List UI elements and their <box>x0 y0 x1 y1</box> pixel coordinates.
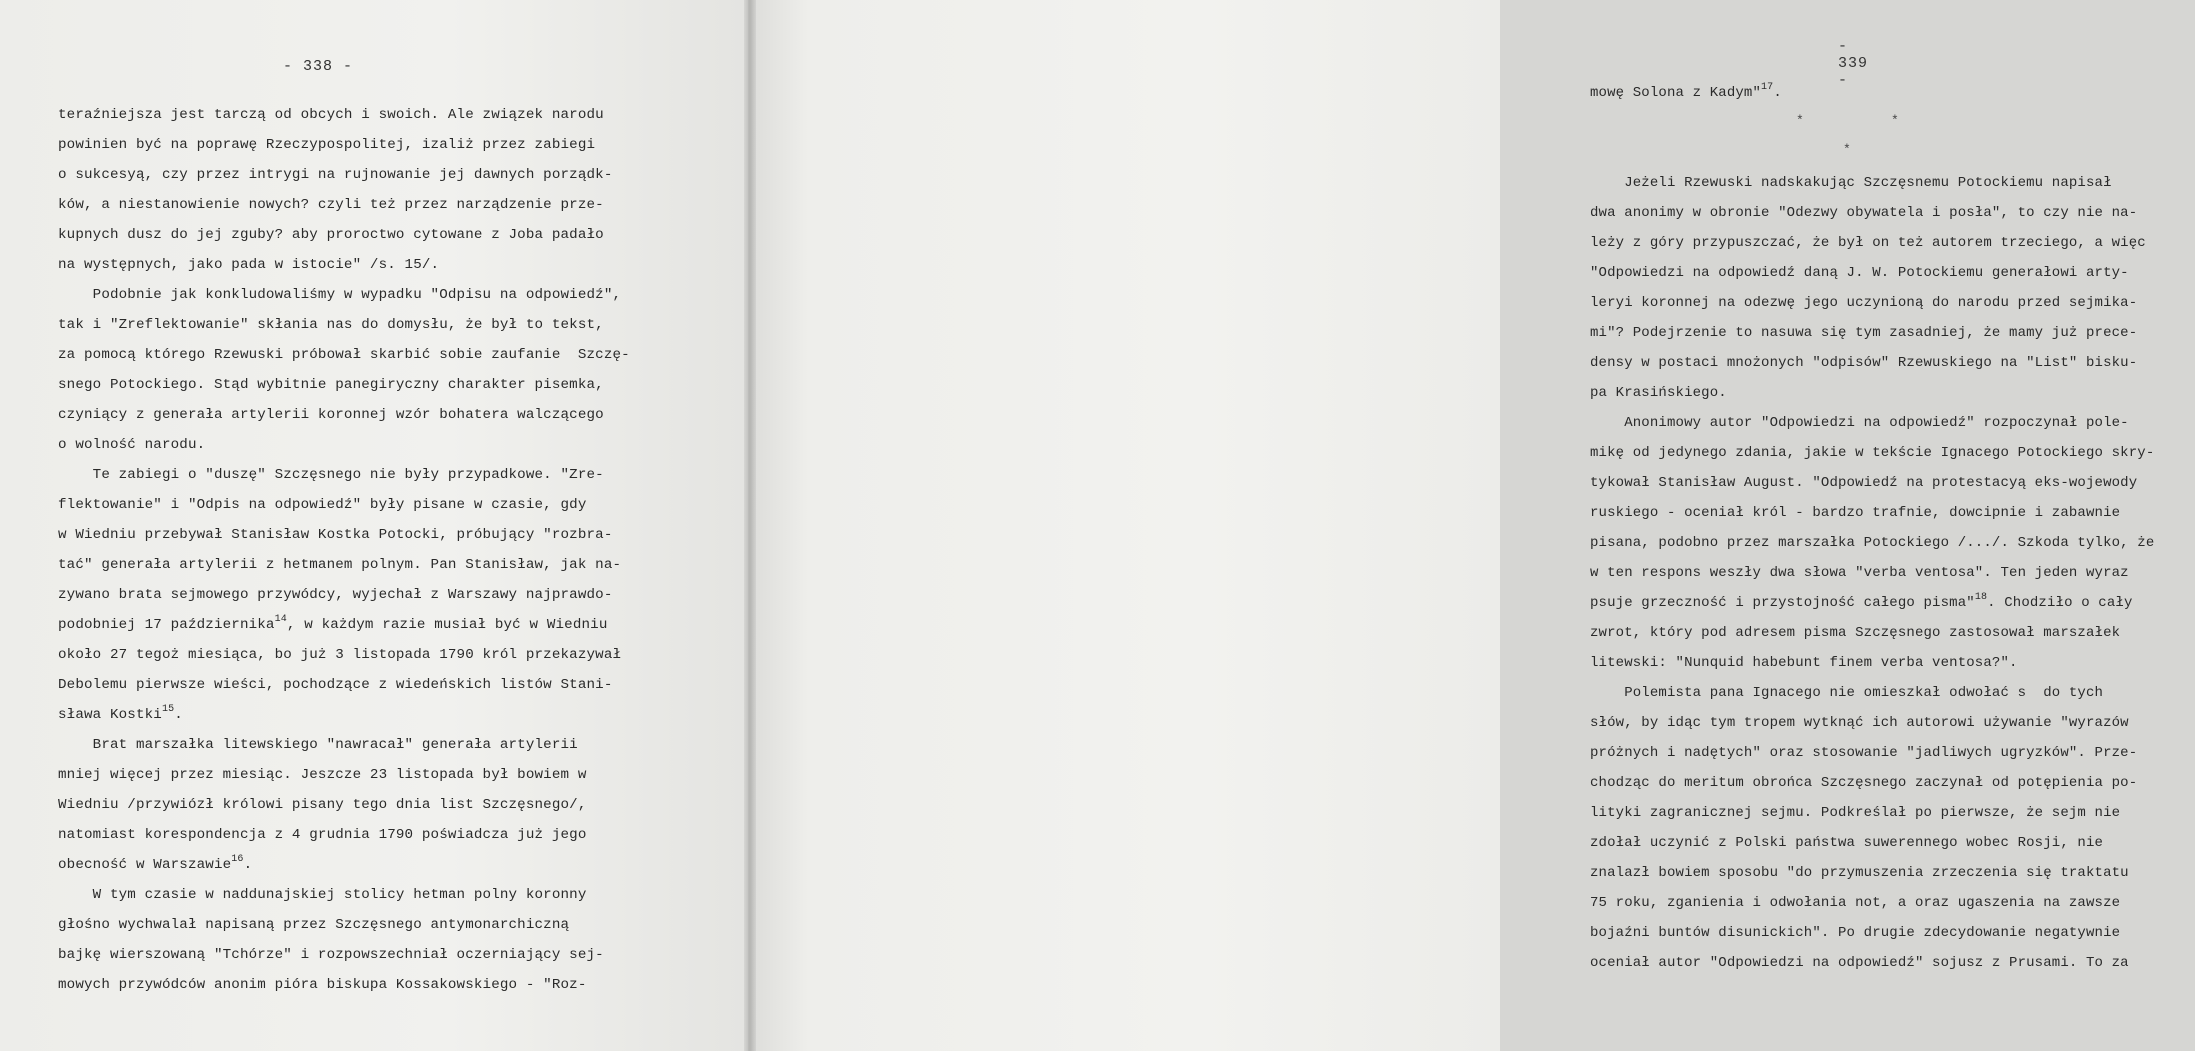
text-line: litewski: "Nunquid habebunt finem verba ventosa?". <box>1590 655 2018 671</box>
text-line: zdołał uczynić z Polski państwa suwerennego wobec Rosji, nie <box>1590 835 2104 851</box>
text-line: dwa anonimy w obronie "Odezwy obywatela i posła", to czy nie na- <box>1590 205 2138 221</box>
line-text: sława Kostki <box>58 707 162 723</box>
text-line: Debolemu pierwsze wieści, pochodzące z wiedeńskich listów Stani- <box>58 677 613 693</box>
page-number-left: - 338 - <box>283 58 354 75</box>
line-text: podobniej 17 października <box>58 617 275 633</box>
text-line-with-footnote <box>1590 588 2195 618</box>
line-text: mowę Solona z Kadym" <box>1590 85 1762 101</box>
text-line: flektowanie" i "Odpis na odpowiedź" były pisane w czasie, gdy <box>58 497 587 513</box>
text-line: próżnych i nadętych" oraz stosowanie "jadliwych ugryzków". Prze- <box>1590 745 2138 761</box>
text-line: w Wiedniu przebywał Stanisław Kostka Potocki, próbujący "rozbra- <box>58 527 613 543</box>
text-line: ków, a niestanowienie nowych? czyli też przez narządzenie prze- <box>58 197 604 213</box>
left-page-text <box>58 100 673 1000</box>
text-line: na występnych, jako pada w istocie" /s. 15/. <box>58 257 440 273</box>
text-line: chodząc do meritum obrońca Szczęsnego zaczynał od potępienia po- <box>1590 775 2138 791</box>
line-text-continued: . Chodziło o cały <box>1987 595 2133 611</box>
line-text: psuje grzeczność i przystojność całego pisma" <box>1590 595 1975 611</box>
text-line: leży z góry przypuszczać, że był on też autorem trzeciego, a więc <box>1590 235 2146 251</box>
footnote-ref-17[interactable]: 17 <box>1761 82 1774 93</box>
text-line-with-footnote <box>58 850 673 880</box>
text-line: "Odpowiedzi na odpowiedź daną J. W. Potockiemu generałowi arty- <box>1590 265 2129 281</box>
text-line: lityki zagranicznej sejmu. Podkreślał po pierwsze, że sejm nie <box>1590 805 2121 821</box>
text-line: tykował Stanisław August. "Odpowiedź na protestacyą eks-wojewody <box>1590 475 2138 491</box>
line-text-continued: . <box>1773 85 1782 101</box>
text-line: Anonimowy autor "Odpowiedzi na odpowiedź" rozpoczynał pole- <box>1590 415 2129 431</box>
asterisk-mark: * <box>1843 142 1851 157</box>
text-line: Te zabiegi o "duszę" Szczęsnego nie były przypadkowe. "Zre- <box>58 467 604 483</box>
text-line: mi"? Podejrzenie to nasuwa się tym zasadniej, że mamy już prece- <box>1590 325 2138 341</box>
text-line: zwrot, który pod adresem pisma Szczęsnego zastosował marszałek <box>1590 625 2121 641</box>
text-line: Brat marszałka litewskiego "nawracał" generała artylerii <box>58 737 578 753</box>
line-text-continued: , w każdym razie musiał być w Wiedniu <box>286 617 608 633</box>
text-line: Podobnie jak konkludowaliśmy w wypadku "Odpisu na odpowiedź", <box>58 287 622 303</box>
text-line: o wolność narodu. <box>58 437 206 453</box>
asterisk-mark: * <box>1891 113 1899 128</box>
text-line: pisana, podobno przez marszałka Potockiego /.../. Szkoda tylko, że <box>1590 535 2155 551</box>
text-line: bojaźni buntów disunickich". Po drugie zdecydowanie negatywnie <box>1590 925 2121 941</box>
text-line: Wiedniu /przywiózł królowi pisany tego dnia list Szczęsnego/, <box>58 797 587 813</box>
text-line: oceniał autor "Odpowiedzi na odpowiedź" sojusz z Prusami. To za <box>1590 955 2129 971</box>
text-line: tać" generała artylerii z hetmanem polnym. Pan Stanisław, jak na- <box>58 557 622 573</box>
text-line: natomiast korespondencja z 4 grudnia 1790 poświadcza już jego <box>58 827 587 843</box>
text-line: powinien być na poprawę Rzeczypospolitej, izaliż przez zabiegi <box>58 137 596 153</box>
text-line: znalazł bowiem sposobu "do przymuszenia zrzeczenia się traktatu <box>1590 865 2129 881</box>
text-line: 75 roku, zganienia i odwołania not, a oraz ugaszenia na zawsze <box>1590 895 2121 911</box>
text-line: około 27 tegoż miesiąca, bo już 3 listopada 1790 król przekazywał <box>58 647 622 663</box>
text-line-with-footnote <box>58 700 673 730</box>
text-line: ruskiego - oceniał król - bardzo trafnie, dowcipnie i zabawnie <box>1590 505 2121 521</box>
text-line: zywano brata sejmowego przywódcy, wyjechał z Warszawy najprawdo- <box>58 587 613 603</box>
text-line: głośno wychwalał napisaną przez Szczęsnego antymonarchiczną <box>58 917 570 933</box>
left-page <box>0 0 748 1051</box>
line-text-continued: . <box>174 707 183 723</box>
footnote-ref-15[interactable]: 15 <box>161 704 175 715</box>
page-number-right: - 339 - <box>1838 38 1869 89</box>
text-line: snego Potockiego. Stąd wybitnie panegiryczny charakter pisemka, <box>58 377 604 393</box>
text-line: tak i "Zreflektowanie" skłania nas do domysłu, że był to tekst, <box>58 317 604 333</box>
text-line-with-footnote <box>1590 78 2195 108</box>
book-gutter <box>744 0 756 1051</box>
text-line: za pomocą którego Rzewuski próbował skarbić sobie zaufanie Szczę- <box>58 347 630 363</box>
separator-gap <box>1590 138 2195 168</box>
footnote-ref-14[interactable]: 14 <box>274 614 287 625</box>
text-line: bajkę wierszowaną "Tchórze" i rozpowszechniał oczerniający sej- <box>58 947 604 963</box>
text-line-with-footnote <box>58 610 673 640</box>
right-page-text <box>1590 78 2195 978</box>
text-line: teraźniejsza jest tarczą od obcych i swoich. Ale związek narodu <box>58 107 604 123</box>
footnote-ref-16[interactable]: 16 <box>231 854 244 865</box>
footnote-ref-18[interactable]: 18 <box>1974 592 1988 603</box>
text-line: leryi koronnej na odezwę jego uczynioną do narodu przed sejmika- <box>1590 295 2138 311</box>
text-line: Jeżeli Rzewuski nadskakując Szczęsnemu Potockiemu napisał <box>1590 175 2112 191</box>
right-page <box>748 0 2155 1051</box>
text-line: czyniący z generała artylerii koronnej wzór bohatera walczącego <box>58 407 604 423</box>
text-line: mowych przywódców anonim pióra biskupa Kossakowskiego - "Roz- <box>58 977 587 993</box>
text-line: mniej więcej przez miesiąc. Jeszcze 23 listopada był bowiem w <box>58 767 587 783</box>
text-line: pa Krasińskiego. <box>1590 385 1727 401</box>
text-line: w ten respons weszły dwa słowa "verba ventosa". Ten jeden wyraz <box>1590 565 2129 581</box>
line-text-continued: . <box>243 857 253 873</box>
asterisk-mark: * <box>1796 113 1804 128</box>
text-line: o sukcesyą, czy przez intrygi na rujnowanie jej dawnych porządk- <box>58 167 613 183</box>
text-line: mikę od jedynego zdania, jakie w tekście Ignacego Potockiego skry- <box>1590 445 2155 461</box>
text-line: słów, by idąc tym tropem wytknąć ich autorowi używanie "wyrazów <box>1590 715 2129 731</box>
text-line: kupnych dusz do jej zguby? aby proroctwo cytowane z Joba padało <box>58 227 604 243</box>
line-text: obecność w Warszawie <box>58 857 232 873</box>
text-line: Polemista pana Ignacego nie omieszkał odwołać s do tych <box>1590 685 2104 701</box>
text-line: densy w postaci mnożonych "odpisów" Rzewuskiego na "List" bisku- <box>1590 355 2138 371</box>
text-line: W tym czasie w naddunajskiej stolicy hetman polny koronny <box>58 887 587 903</box>
